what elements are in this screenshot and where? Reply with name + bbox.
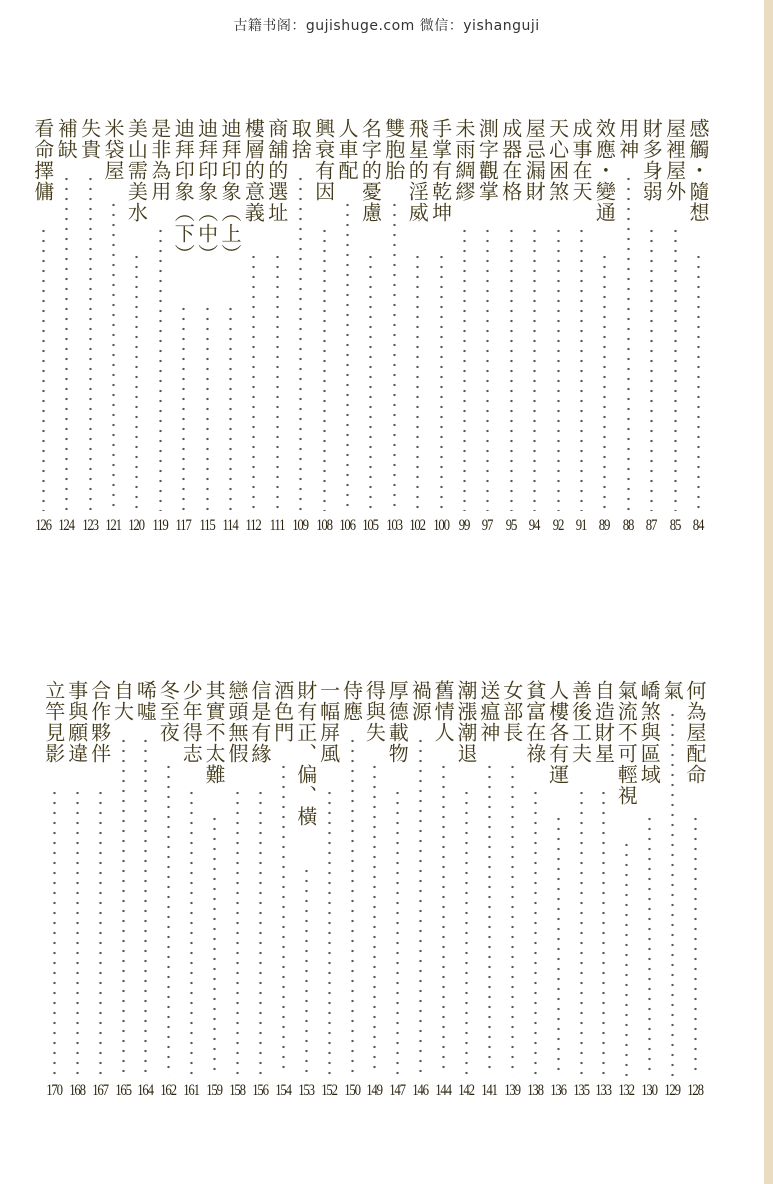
toc-page-number: 139	[503, 1082, 520, 1099]
watermark-header: 古籍书阁：gujishuge.com 微信：yishanguji	[233, 18, 540, 34]
toc-entry-title: 人樓各有運	[545, 680, 570, 785]
toc-dot-leader	[144, 736, 147, 1076]
toc-page-number: 141	[481, 1082, 497, 1099]
toc-entry-title: 財有正、偏、橫	[293, 680, 318, 827]
toc-page-number: 94	[528, 517, 540, 534]
toc-dot-leader	[190, 788, 193, 1076]
toc-page-number: 95	[505, 517, 516, 534]
toc-entry-title: 成器在格	[498, 118, 523, 202]
toc-dot-leader	[351, 736, 354, 1076]
toc-page-number: 156	[252, 1082, 268, 1099]
toc-page-number: 167	[91, 1082, 108, 1099]
toc-dot-leader	[580, 788, 583, 1076]
toc-entry-title: 興衰有因	[311, 118, 336, 202]
toc-entry	[384, 680, 410, 1102]
toc-page-number: 124	[58, 517, 74, 534]
toc-page-number: 85	[669, 517, 680, 534]
toc-page-number: 121	[105, 517, 121, 534]
toc-entry	[293, 680, 319, 1102]
toc-entry-title: 成事在天	[569, 118, 593, 202]
toc-dot-leader	[419, 736, 422, 1076]
toc-page-number: 126	[34, 517, 51, 534]
toc-entry-title: 侍應	[339, 680, 364, 722]
toc-dot-leader	[557, 814, 560, 1076]
toc-entry-title: 失貴	[77, 118, 102, 160]
toc-page-number: 89	[599, 517, 610, 534]
toc-dot-leader	[648, 814, 651, 1076]
toc-entry	[453, 680, 479, 1102]
toc-entry-title: 屋裡屋外	[662, 118, 687, 202]
toc-entry-title: 補缺	[54, 118, 79, 160]
toc-page-number: 111	[269, 517, 285, 534]
toc-entry	[178, 680, 204, 1102]
toc-entry-title: 冬至夜	[156, 680, 181, 743]
toc-page-number: 100	[432, 517, 449, 534]
toc-entry-title: 取捨	[288, 118, 313, 160]
toc-page-number: 106	[339, 517, 355, 534]
toc-dot-leader	[442, 762, 445, 1076]
toc-entry	[499, 680, 525, 1102]
toc-page-number: 168	[68, 1082, 85, 1099]
toc-entry-title: 戀頭無假	[225, 680, 249, 764]
toc-entry	[430, 680, 456, 1102]
toc-page-number: 152	[320, 1082, 337, 1099]
toc-entry	[132, 680, 158, 1102]
toc-entry-title: 是非為用	[147, 118, 172, 202]
toc-page-number: 149	[366, 1082, 383, 1099]
toc-entry	[41, 680, 67, 1102]
toc-dot-leader	[213, 814, 216, 1076]
toc-entry-title: 氣流不可輕視	[614, 680, 639, 806]
toc-dot-leader	[122, 736, 125, 1076]
toc-page-number: 123	[81, 517, 98, 534]
toc-entry-title: 信是有緣	[247, 680, 272, 764]
toc-page-number: 136	[549, 1082, 566, 1099]
toc-entry-title: 女部長	[499, 680, 524, 743]
toc-dot-leader	[373, 762, 376, 1076]
toc-entry-title: 感觸・隨想	[686, 118, 710, 223]
toc-page-number: 97	[482, 517, 493, 534]
toc-entry-title: 舊情人	[431, 680, 456, 743]
toc-dot-leader	[305, 866, 308, 1076]
toc-entry-title: 樓層的意義	[241, 118, 266, 223]
toc-entry-title: 嶠煞與區域	[637, 680, 662, 785]
toc-entry-title: 自大	[110, 680, 135, 722]
toc-entry-title: 天心困煞	[545, 118, 570, 202]
toc-dot-leader	[282, 762, 285, 1076]
toc-entry-title: 氣	[660, 680, 685, 701]
toc-page-number: 92	[552, 517, 563, 534]
toc-entry-title: 少年得志	[179, 680, 204, 764]
toc-page-number: 142	[458, 1082, 474, 1099]
toc-page-number: 102	[409, 517, 425, 534]
toc-entry-title: 事與願違	[64, 680, 89, 764]
toc-entry	[64, 680, 90, 1102]
toc-entry-title: 潮漲潮退	[454, 680, 478, 764]
toc-dot-leader	[76, 788, 79, 1076]
toc-entry-title: 雙胞胎	[381, 118, 406, 181]
toc-entry-title: 一幅屏風	[316, 680, 341, 764]
toc-entry	[613, 680, 639, 1102]
toc-page-number: 130	[641, 1082, 657, 1099]
toc-entry	[659, 680, 685, 1102]
toc-page-number: 84	[692, 517, 704, 534]
toc-dot-leader	[259, 788, 262, 1076]
toc-dot-leader	[465, 788, 468, 1076]
toc-entry-title: 飛星的淫威	[405, 118, 430, 223]
toc-page-number: 165	[114, 1082, 131, 1099]
toc-entry-title: 厚德載物	[385, 680, 410, 764]
toc-entry-title: 效應・變通	[592, 118, 617, 223]
toc-entry-title: 何為屋配命	[683, 680, 707, 785]
toc-page-number: 112	[245, 517, 261, 534]
toc-page-number: 150	[343, 1082, 360, 1099]
toc-page-number: 154	[274, 1082, 291, 1099]
toc-dot-leader	[534, 788, 537, 1076]
toc-entry	[568, 680, 594, 1102]
toc-entry	[247, 680, 273, 1102]
toc-entry	[476, 680, 502, 1102]
toc-entry	[590, 680, 616, 1102]
toc-entry-title: 唏噓	[133, 680, 158, 722]
toc-dot-leader	[53, 788, 56, 1076]
toc-page-number: 162	[160, 1082, 177, 1099]
toc-page-number: 105	[362, 517, 379, 534]
toc-page-number: 119	[152, 517, 168, 534]
toc-page-number: 159	[206, 1082, 222, 1099]
toc-entry-title: 立竿見影	[41, 680, 66, 764]
toc-entry-title: 送瘟神	[476, 680, 501, 743]
toc-entry-title: 測字觀掌	[475, 118, 500, 202]
toc-dot-leader	[671, 710, 674, 1076]
toc-page-number: 153	[297, 1082, 314, 1099]
toc-entry-title: 財多身弱	[639, 118, 664, 202]
toc-entry-title: 酒色門	[270, 680, 295, 743]
toc-page-number: 158	[229, 1082, 245, 1099]
toc-entry	[110, 680, 136, 1102]
toc-page-number: 147	[389, 1082, 406, 1099]
toc-page-number: 114	[222, 517, 238, 534]
toc-entry-title: 迪拜印象（下）	[171, 118, 196, 265]
toc-dot-leader	[602, 788, 605, 1076]
toc-entry-title: 米袋屋	[101, 118, 125, 181]
toc-page-number: 108	[315, 517, 332, 534]
toc-entry	[636, 680, 662, 1102]
toc-page-number: 161	[183, 1082, 199, 1099]
toc-entry	[407, 680, 433, 1102]
toc-entry	[316, 680, 342, 1102]
toc-entry-title: 得與失	[362, 680, 387, 743]
toc-dot-leader	[167, 762, 170, 1076]
toc-entry	[201, 680, 227, 1102]
toc-page-number: 99	[458, 517, 470, 534]
toc-dot-leader	[99, 788, 102, 1076]
toc-entry	[270, 680, 296, 1102]
toc-page-number: 170	[45, 1082, 62, 1099]
toc-entry-title: 用神	[615, 118, 640, 160]
toc-page-number: 164	[137, 1082, 154, 1099]
toc-page-number: 146	[412, 1082, 428, 1099]
toc-page-number: 103	[385, 517, 402, 534]
toc-entry	[224, 680, 250, 1102]
toc-page-number: 133	[595, 1082, 612, 1099]
toc-entry	[682, 680, 708, 1102]
toc-dot-leader	[488, 762, 491, 1076]
toc-page-number: 135	[572, 1082, 589, 1099]
toc-entry	[155, 680, 181, 1102]
toc-entry-title: 自造財星	[591, 680, 616, 764]
toc-page-number: 91	[575, 517, 587, 534]
toc-entry-title: 屋忌漏財	[522, 118, 547, 202]
toc-entry	[545, 680, 571, 1102]
toc-entry-title: 禍源	[408, 680, 433, 722]
toc-dot-leader	[396, 788, 399, 1076]
toc-entry	[522, 680, 548, 1102]
toc-entry-title: 人車配	[335, 118, 359, 181]
toc-entry-title: 未雨綢繆	[452, 118, 476, 202]
toc-page-number: 117	[175, 517, 191, 534]
toc-entry-title: 迪拜印象（上）	[218, 118, 242, 265]
toc-page-number: 129	[664, 1082, 680, 1099]
toc-dot-leader	[625, 840, 628, 1076]
toc-entry-title: 名字的憂慮	[358, 118, 383, 223]
toc-entry-title: 其實不太難	[202, 680, 227, 785]
toc-page-number: 120	[128, 517, 145, 534]
toc-page-number: 109	[292, 517, 308, 534]
toc-page-number: 132	[618, 1082, 635, 1099]
toc-entry	[87, 680, 113, 1102]
toc-page-number: 115	[199, 517, 215, 534]
toc-entry-title: 貧富在祿	[522, 680, 547, 764]
toc-entry-title: 手掌有乾坤	[428, 118, 453, 223]
toc-page-number: 88	[622, 517, 633, 534]
toc-entry	[339, 680, 365, 1102]
toc-dot-leader	[694, 814, 697, 1076]
toc-dot-leader	[236, 788, 239, 1076]
toc-entry-title: 合作夥伴	[87, 680, 112, 764]
toc-entry-title: 美山需美水	[124, 118, 149, 223]
toc-page-number: 128	[687, 1082, 703, 1099]
toc-entry	[361, 680, 387, 1102]
toc-entry-title: 迪拜印象（中）	[194, 118, 219, 265]
toc-page-number: 144	[435, 1082, 451, 1099]
toc-page-number: 87	[645, 517, 657, 534]
toc-dot-leader	[511, 762, 514, 1076]
toc-page-number: 138	[526, 1082, 543, 1099]
toc-entry-title: 商舖的選址	[264, 118, 289, 223]
toc-dot-leader	[328, 788, 331, 1076]
toc-entry-title: 善後工夫	[568, 680, 593, 764]
toc-entry-title: 看命擇傭	[30, 118, 55, 202]
